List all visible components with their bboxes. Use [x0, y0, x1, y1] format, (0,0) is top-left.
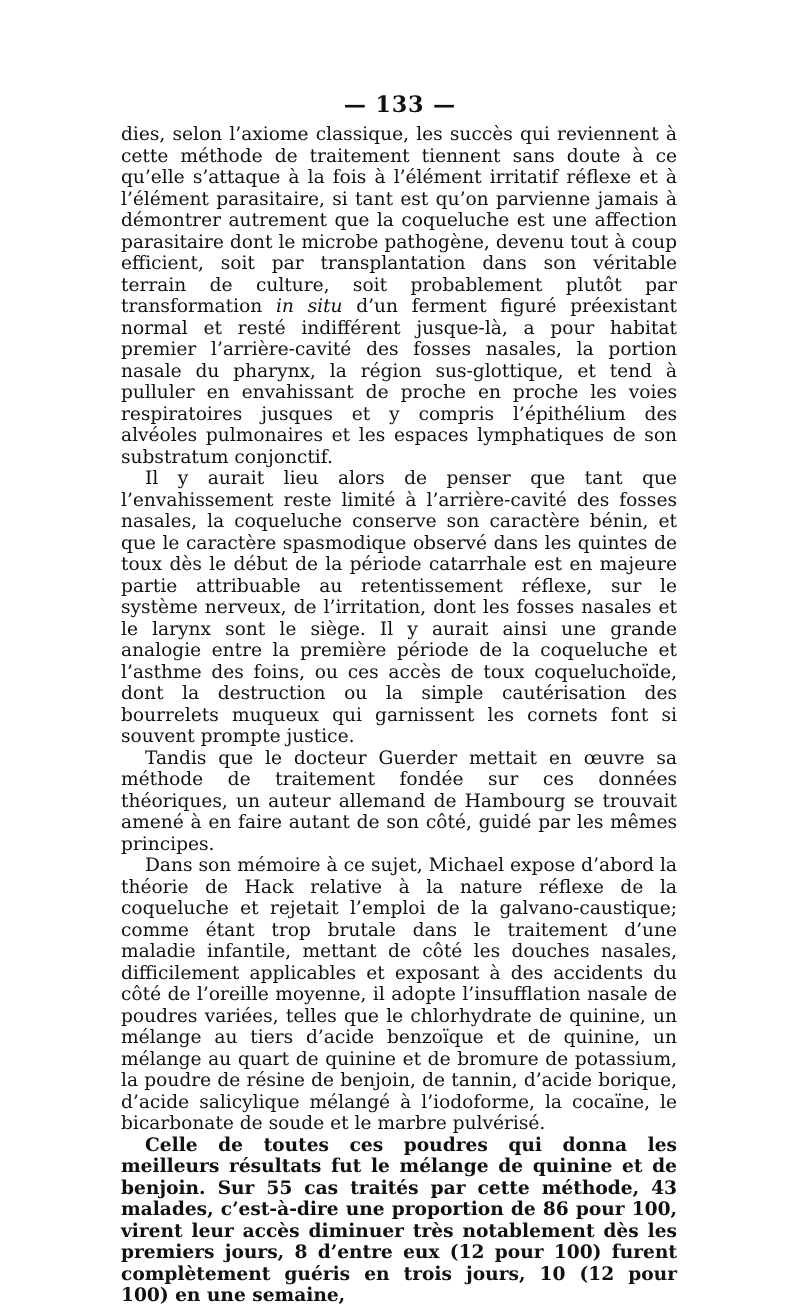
- paragraph-5: Celle de toutes ces poudres qui donna les meilleurs résultats fut le mélange de quinine et de benjoin. Sur 55 cas traités par cette méthode, 43 malades, c’est-à-dire une proportion de 86 pour 100, virent leur accès diminuer très notablement dès les premiers jours, 8 d’entre eux (12 pour 100) furent complètement guéris en trois jours, 10 (12 pour 100) en une semaine,: [121, 1134, 677, 1306]
- paragraph-1-part-1: dies, selon l’axiome classique, les succès qui reviennent à cette méthode de traitement tiennent sans doute à ce qu’elle s’attaque à la fois à l’élément irritatif réflexe et à l’élément parasitaire, si tant est qu’on parvienne jamais à démontrer autrement que la coqueluche est une affection parasitaire dont le microbe pathogène, devenu tout à coup efficient, soit par transplantation dans son véritable terrain de culture, soit probablement plutôt par transformation: [121, 124, 677, 317]
- paragraph-4: Dans son mémoire à ce sujet, Michael expose d’abord la théorie de Hack relative à la nature réflexe de la coqueluche et rejetait l’emploi de la galvano-caustique; comme étant trop brutale dans le traitement d’une maladie infantile, mettant de côté les douches nasales, difficilement applicables et exposant à des accidents du côté de l’oreille moyenne, il adopte l’insufflation nasale de poudres variées, telles que le chlorhydrate de quinine, un mélange au tiers d’acide benzoïque et de quinine, un mélange au quart de quinine et de bromure de potassium, la poudre de résine de benjoin, de tannin, d’acide borique, d’acide salicylique mélangé à l’iodoforme, la cocaïne, le bicarbonate de soude et le marbre pulvérisé.: [121, 855, 677, 1134]
- page-number: — 133 —: [343, 92, 457, 118]
- paragraph-2: Il y aurait lieu alors de penser que tant que l’envahissement reste limité à l’arrière-cavité des fosses nasales, la coqueluche conserve son caractère bénin, et que le caractère spasmodique observé dans les quintes de toux dès le début de la période catarrhale est en majeure partie attribuable au retentissement réflexe, sur le système nerveux, de l’irritation, dont les fosses nasales et le larynx sont le siège. Il y aurait ainsi une grande analogie entre la première période de la coqueluche et l’asthme des foins, ou ces accès de toux coqueluchoïde, dont la destruction ou la simple cautérisation des bourrelets muqueux qui garnissent les cornets font si souvent prompte justice.: [121, 468, 677, 747]
- italic-in-situ: in situ: [275, 296, 343, 317]
- paragraph-1-part-2: d’un ferment figuré préexistant normal et resté indifférent jusque-là, a pour habitat premier l’arrière-cavité des fosses nasales, la portion nasale du pharynx, la région sus-glottique, et tend à pulluler en envahissant de proche en proche les voies respiratoires jusques et y compris l’épithélium des alvéoles pulmonaires et les espaces lymphatiques de son substratum conjonctif.: [121, 296, 677, 468]
- paragraph-3: Tandis que le docteur Guerder mettait en œuvre sa méthode de traitement fondée sur ces données théoriques, un auteur allemand de Hambourg se trouvait amené à en faire autant de son côté, guidé par les mêmes principes.: [121, 747, 677, 855]
- paragraph-1: [121, 124, 677, 468]
- body-text: [121, 124, 677, 1307]
